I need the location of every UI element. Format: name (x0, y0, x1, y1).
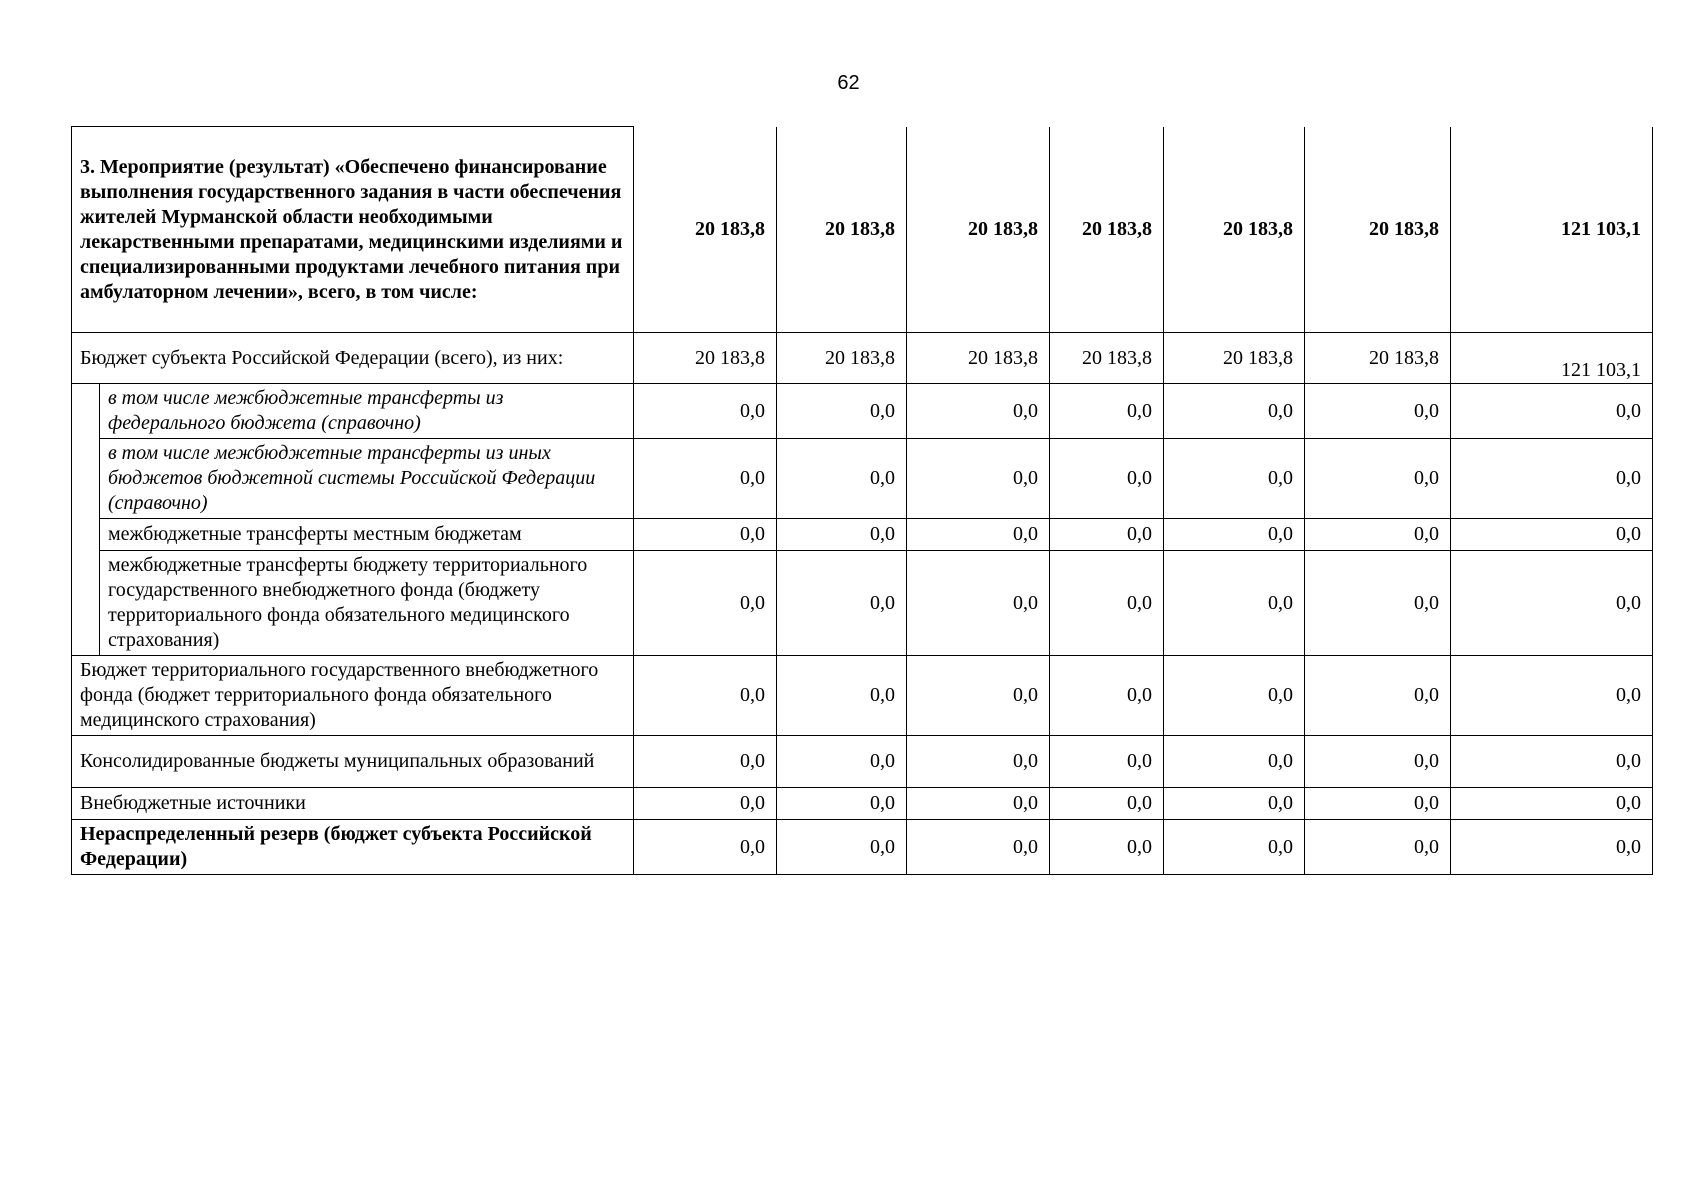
value-cell: 0,0 (777, 551, 907, 656)
value-cell: 0,0 (907, 384, 1050, 439)
table-row-municipal-budgets (72, 736, 1653, 788)
value-cell: 0,0 (907, 820, 1050, 875)
value-cell: 0,0 (1305, 519, 1451, 551)
value-cell: 0,0 (1164, 788, 1305, 820)
indent-cell (72, 384, 100, 656)
value-cell: 0,0 (907, 519, 1050, 551)
value-cell: 0,0 (907, 736, 1050, 788)
value-cell: 0,0 (634, 736, 777, 788)
value-cell: 0,0 (1305, 384, 1451, 439)
value-cell: 0,0 (1305, 788, 1451, 820)
value-cell: 0,0 (777, 788, 907, 820)
total-value-cell: 0,0 (1451, 551, 1653, 656)
value-cell: 20 183,8 (1305, 127, 1451, 333)
total-value-cell: 0,0 (1451, 788, 1653, 820)
row-label: межбюджетные трансферты местным бюджетам (100, 519, 634, 551)
total-value-cell: 0,0 (1451, 384, 1653, 439)
value-cell: 20 183,8 (634, 127, 777, 333)
value-cell: 0,0 (777, 820, 907, 875)
value-cell: 0,0 (634, 788, 777, 820)
value-cell: 0,0 (907, 439, 1050, 519)
table-row-unallocated-reserve (72, 820, 1653, 875)
value-cell: 0,0 (1305, 439, 1451, 519)
value-cell: 0,0 (634, 656, 777, 736)
total-value-cell: 0,0 (1451, 736, 1653, 788)
value-cell: 0,0 (777, 656, 907, 736)
value-cell: 20 183,8 (777, 333, 907, 384)
table-row-subject-budget (72, 333, 1653, 384)
value-cell: 20 183,8 (1050, 127, 1164, 333)
row-label: межбюджетные трансферты бюджету территориального государственного внебюджетного фонда (бюджету территориального фонда обязательного медицинского страхования) (100, 551, 634, 656)
value-cell: 20 183,8 (907, 127, 1050, 333)
table-row-territorial-fund-budget (72, 656, 1653, 736)
table-row-fund-transfers (72, 551, 1653, 656)
value-cell: 0,0 (907, 551, 1050, 656)
value-cell: 0,0 (907, 788, 1050, 820)
value-cell: 0,0 (1164, 551, 1305, 656)
row-label: в том числе межбюджетные трансферты из федерального бюджета (справочно) (100, 384, 634, 439)
value-cell: 0,0 (907, 656, 1050, 736)
value-cell: 0,0 (1305, 736, 1451, 788)
value-cell: 0,0 (1050, 820, 1164, 875)
value-cell: 0,0 (1050, 656, 1164, 736)
total-value-cell: 0,0 (1451, 820, 1653, 875)
value-cell: 20 183,8 (907, 333, 1050, 384)
value-cell: 0,0 (1164, 439, 1305, 519)
value-cell: 20 183,8 (1164, 127, 1305, 333)
value-cell: 0,0 (1164, 820, 1305, 875)
table-row-other-budget-transfers (72, 439, 1653, 519)
value-cell: 0,0 (1050, 551, 1164, 656)
value-cell: 0,0 (634, 820, 777, 875)
value-cell: 0,0 (777, 736, 907, 788)
row-label: 3. Мероприятие (результат) «Обеспечено финансирование выполнения государственного задания в части обеспечения жителей Мурманской области необходимыми лекарственными препаратами, медицинскими изделиями и специализированными продуктами лечебного питания при амбулаторном лечении», всего, в том числе: (72, 127, 634, 333)
total-value-cell: 0,0 (1451, 439, 1653, 519)
value-cell: 0,0 (777, 384, 907, 439)
value-cell: 0,0 (1050, 384, 1164, 439)
value-cell: 20 183,8 (777, 127, 907, 333)
value-cell: 0,0 (1050, 519, 1164, 551)
value-cell: 0,0 (1050, 439, 1164, 519)
value-cell: 0,0 (777, 439, 907, 519)
page-number: 62 (837, 72, 860, 94)
value-cell: 0,0 (1164, 519, 1305, 551)
table-row-extrabudgetary-sources (72, 788, 1653, 820)
row-label: Бюджет субъекта Российской Федерации (всего), из них: (72, 333, 634, 384)
row-label: Нераспределенный резерв (бюджет субъекта Российской Федерации) (72, 820, 634, 875)
value-cell: 0,0 (1305, 656, 1451, 736)
total-value-cell: 0,0 (1451, 519, 1653, 551)
value-cell: 0,0 (1050, 788, 1164, 820)
value-cell: 0,0 (777, 519, 907, 551)
value-cell: 0,0 (1164, 736, 1305, 788)
value-cell: 0,0 (634, 551, 777, 656)
table-row-event-total (72, 127, 1653, 333)
value-cell: 0,0 (1164, 384, 1305, 439)
value-cell: 0,0 (634, 439, 777, 519)
value-cell: 20 183,8 (1050, 333, 1164, 384)
row-label: Внебюджетные источники (72, 788, 634, 820)
value-cell: 0,0 (1164, 656, 1305, 736)
row-label: Бюджет территориального государственного внебюджетного фонда (бюджет территориального фонда обязательного медицинского страхования) (72, 656, 634, 736)
row-label: Консолидированные бюджеты муниципальных образований (72, 736, 634, 788)
value-cell: 0,0 (1050, 736, 1164, 788)
value-cell: 0,0 (634, 519, 777, 551)
total-value-cell: 121 103,1 (1451, 127, 1653, 333)
value-cell: 20 183,8 (634, 333, 777, 384)
value-cell: 20 183,8 (1305, 333, 1451, 384)
value-cell: 0,0 (634, 384, 777, 439)
total-value-cell: 0,0 (1451, 656, 1653, 736)
table-row-federal-transfers (72, 384, 1653, 439)
value-cell: 0,0 (1305, 551, 1451, 656)
budget-table (71, 126, 1653, 875)
table-row-local-transfers (72, 519, 1653, 551)
total-value-cell: 121 103,1 (1451, 333, 1653, 384)
value-cell: 20 183,8 (1164, 333, 1305, 384)
row-label: в том числе межбюджетные трансферты из иных бюджетов бюджетной системы Российской Федерации (справочно) (100, 439, 634, 519)
value-cell: 0,0 (1305, 820, 1451, 875)
